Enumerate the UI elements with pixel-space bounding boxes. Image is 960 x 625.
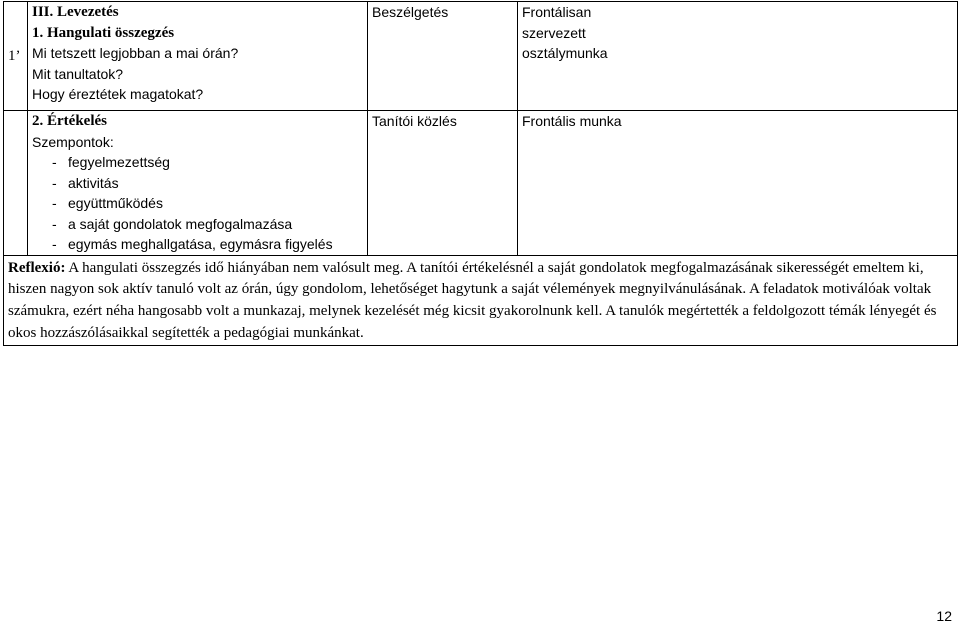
- list-item: - aktivitás: [52, 173, 363, 194]
- organization-text: Frontálisan szervezett osztálymunka: [522, 4, 608, 61]
- evaluation-heading: 2. Értékelés: [32, 113, 107, 129]
- lesson-plan-table: [3, 1, 958, 346]
- criteria-title: Szempontok:: [32, 133, 114, 150]
- list-item: - a saját gondolatok megfogalmazása: [52, 214, 363, 235]
- table-row: [4, 255, 958, 346]
- list-item: - együttműködés: [52, 193, 363, 214]
- table-row: [4, 2, 958, 111]
- question-line: Mit tanultatok?: [32, 65, 124, 82]
- organization-cell: Frontális munka: [518, 111, 958, 256]
- criteria-list: [32, 152, 363, 255]
- list-item: - fegyelmezettség: [52, 152, 363, 173]
- time-cell: [4, 111, 28, 256]
- activity-cell: [28, 111, 368, 256]
- activity-cell: [28, 2, 368, 111]
- list-item: - egymás meghallgatása, egymásra figyelés: [52, 234, 363, 255]
- reflection-text: A hangulati összegzés idő hiányában nem valósult meg. A tanítói értékelésnél a saját gondolatok megfogalmazásának sikerességét emeltem ki, hiszen nagyon sok aktív tanuló volt az órán, úgy gondolom, lehetőséget hagytunk a saját vélemények megnyilvánulásának. A feladatok motiválóak voltak számukra, ezért néha hangosabb volt a munkazaj, melynek kezelését még kicsit gyakorolnunk kell. A tanulók megértették a feldolgozott témák lényegét és okos hozzászólásaikkal segítették a pedagógiai munkánkat.: [8, 259, 937, 341]
- reflection-label: Reflexió:: [8, 259, 66, 276]
- question-line: Hogy éreztétek magatokat?: [32, 86, 204, 102]
- page-number: 12: [936, 608, 952, 624]
- section-heading: III. Levezetés: [32, 4, 119, 20]
- organization-cell: [518, 2, 958, 111]
- question-line: Mi tetszett legjobban a mai órán?: [32, 45, 239, 61]
- reflection-cell: [4, 255, 958, 346]
- table-row: [4, 111, 958, 256]
- sub-heading: 1. Hangulati összegzés: [32, 24, 175, 41]
- method-cell: Tanítói közlés: [368, 111, 518, 256]
- time-cell: 1’: [4, 2, 28, 111]
- method-cell: Beszélgetés: [368, 2, 518, 111]
